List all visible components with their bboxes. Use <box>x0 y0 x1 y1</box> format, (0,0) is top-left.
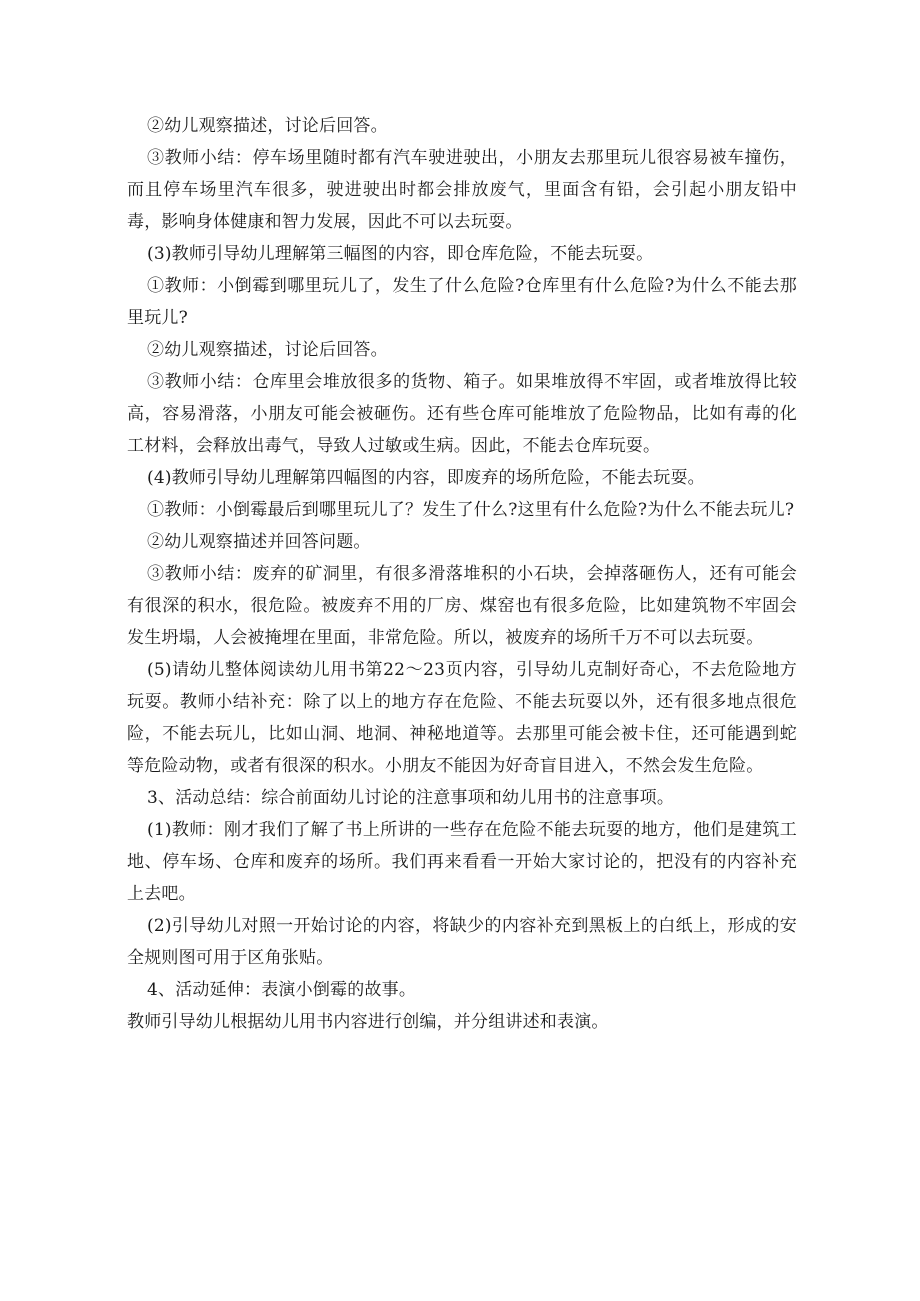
paragraph-observe-1: ②幼儿观察描述，讨论后回答。 <box>147 116 388 136</box>
paragraph-observe-2: ②幼儿观察描述，讨论后回答。 <box>147 340 388 360</box>
paragraph-summary-1: (1)教师：刚才我们了解了书上所讲的一些存在危险不能去玩耍的地方，他们是建筑工地、停车场、仓库和废弃的场所。我们再来看看一开始大家讨论的，把没有的内容补充上去吧。 <box>127 820 797 904</box>
paragraph-observe-3: ②幼儿观察描述并回答问题。 <box>147 532 371 552</box>
paragraph-abandoned-summary: ③教师小结：废弃的矿洞里，有很多滑落堆积的小石块，会掉落砸伤人，还有可能会有很深的积水，很危险。被废弃不用的厂房、煤窑也有很多危险，比如建筑物不牢固会发生坍塌，人会被掩埋在里面，非常危险。所以，被废弃的场所千万不可以去玩耍。 <box>127 564 797 648</box>
document-body <box>127 110 797 1038</box>
paragraph-warehouse-summary: ③教师小结：仓库里会堆放很多的货物、箱子。如果堆放得不牢固，或者堆放得比较高，容易滑落，小朋友可能会被砸伤。还有些仓库可能堆放了危险物品，比如有毒的化工材料，会释放出毒气，导致人过敏或生病。因此，不能去仓库玩耍。 <box>127 372 797 456</box>
paragraph-abandoned-question: ①教师：小倒霉最后到哪里玩儿了？发生了什么?这里有什么危险?为什么不能去玩儿? <box>147 500 795 520</box>
paragraph-activity-extension: 4、活动延伸：表演小倒霉的故事。 <box>147 980 417 1000</box>
paragraph-step-3: (3)教师引导幼儿理解第三幅图的内容，即仓库危险，不能去玩耍。 <box>147 244 654 264</box>
paragraph-step-5: (5)请幼儿整体阅读幼儿用书第22～23页内容，引导幼儿克制好奇心，不去危险地方玩耍。教师小结补充：除了以上的地方存在危险、不能去玩耍以外，还有很多地点很危险，不能去玩儿，比如山洞、地洞、神秘地道等。去那里可能会被卡住，还可能遇到蛇等危险动物，或者有很深的积水。小朋友不能因为好奇盲目进入，不然会发生危险。 <box>127 660 797 776</box>
paragraph-parking-summary: ③教师小结：停车场里随时都有汽车驶进驶出，小朋友去那里玩儿很容易被车撞伤，而且停车场里汽车很多，驶进驶出时都会排放废气，里面含有铅，会引起小朋友铅中毒，影响身体健康和智力发展，因此不可以去玩耍。 <box>127 148 797 232</box>
paragraph-activity-summary: 3、活动总结：综合前面幼儿讨论的注意事项和幼儿用书的注意事项。 <box>147 788 675 808</box>
paragraph-warehouse-question: ①教师：小倒霉到哪里玩儿了，发生了什么危险?仓库里有什么危险?为什么不能去那里玩儿? <box>127 276 797 328</box>
paragraph-extension-detail: 教师引导幼儿根据幼儿用书内容进行创编，并分组讲述和表演。 <box>127 1012 609 1032</box>
paragraph-step-4: (4)教师引导幼儿理解第四幅图的内容，即废弃的场所危险，不能去玩耍。 <box>147 468 705 488</box>
paragraph-summary-2: (2)引导幼儿对照一开始讨论的内容，将缺少的内容补充到黑板上的白纸上，形成的安全规则图可用于区角张贴。 <box>127 916 797 968</box>
